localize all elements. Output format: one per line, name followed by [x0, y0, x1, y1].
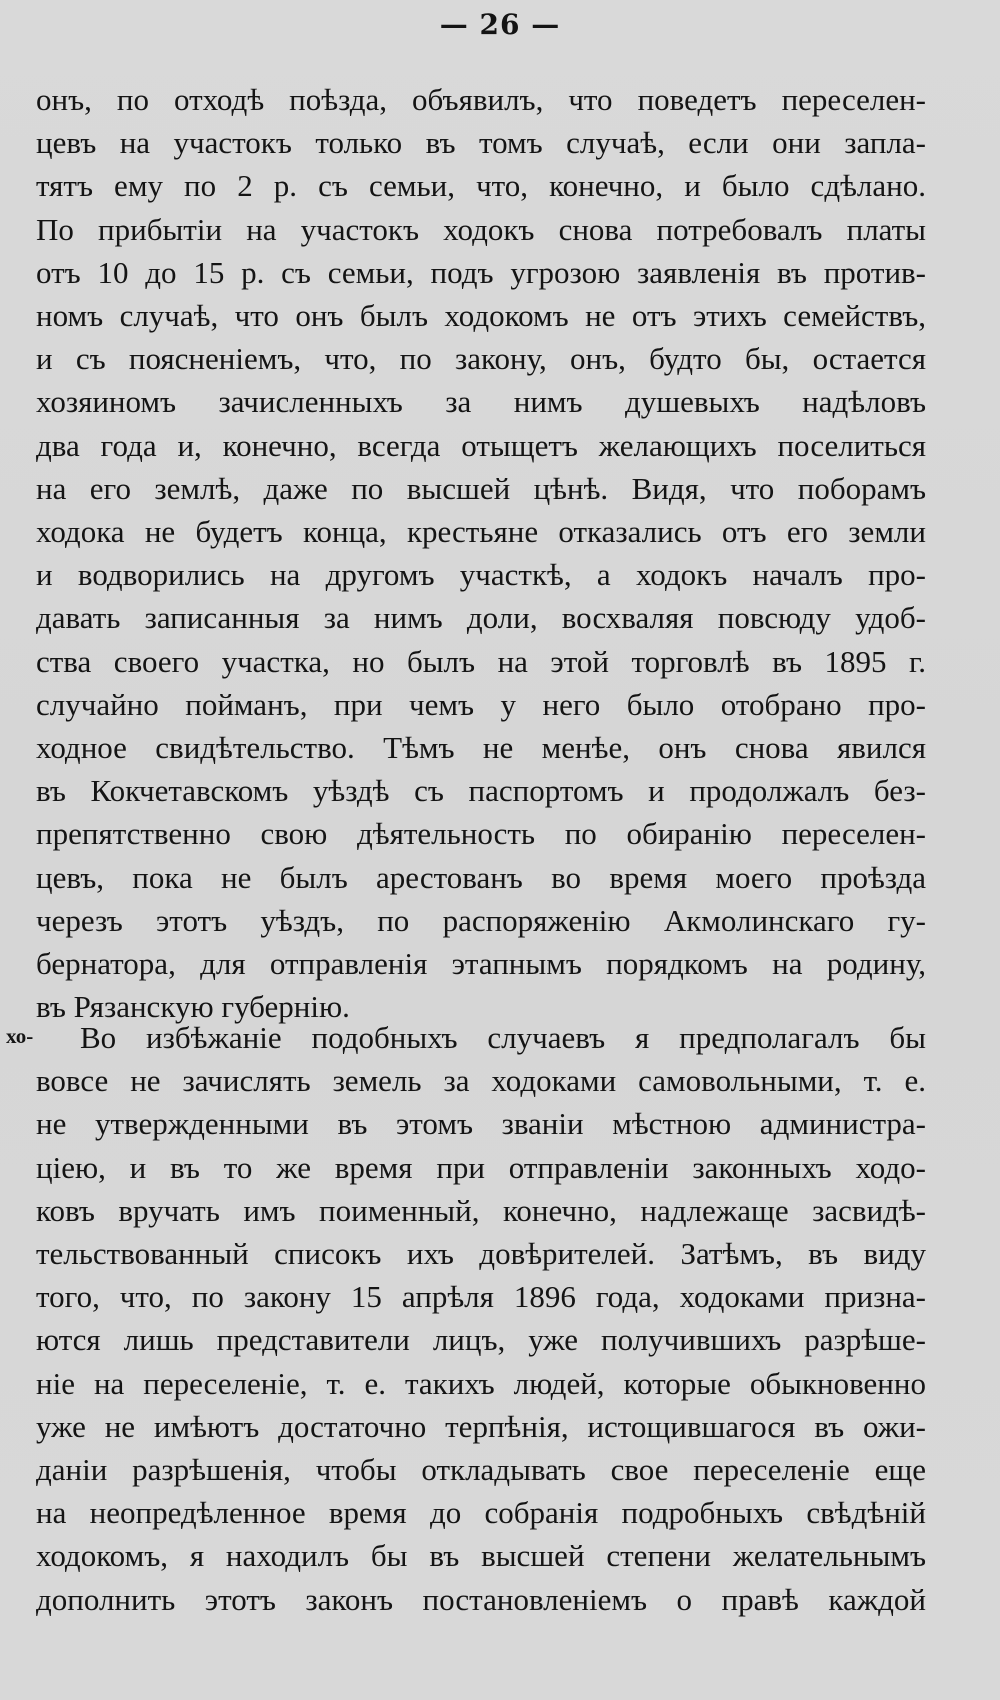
text-line: отъ 10 до 15 р. съ семьи, подъ угрозою заявленія въ против- [36, 254, 926, 290]
text-line: и съ поясненіемъ, что, по закону, онъ, будто бы, остается [36, 341, 926, 377]
page-number: — 26 — [439, 8, 561, 41]
text-line: и водворились на другомъ участкѣ, а ходокъ началъ про- [36, 557, 926, 593]
text-line: давать записанныя за нимъ доли, восхваляя повсюду удоб- [36, 600, 926, 636]
text-line: въ Рязанскую губернію. [36, 989, 350, 1025]
text-line: не утвержденными въ этомъ званіи мѣстною администра- [36, 1106, 926, 1142]
text-line: въ Кокчетавскомъ уѣздѣ съ паспортомъ и продолжалъ без- [36, 773, 926, 809]
text-line: ства своего участка, но былъ на этой торговлѣ въ 1895 г. [36, 643, 926, 679]
text-line: ходокомъ, я находилъ бы въ высшей степени желательнымъ [36, 1538, 926, 1574]
text-line: ходное свидѣтельство. Тѣмъ не менѣе, онъ снова явился [36, 730, 926, 766]
text-line: дополнить этотъ законъ постановленіемъ о правѣ каждой [36, 1581, 926, 1617]
text-line: бернатора, для отправленія этапнымъ порядкомъ на родину, [36, 946, 926, 982]
text-line: черезъ этотъ уѣздъ, по распоряженію Акмолинскаго гу- [36, 902, 926, 938]
text-line: хозяиномъ зачисленныхъ за нимъ душевыхъ надѣловъ [36, 384, 926, 420]
text-line: два года и, конечно, всегда отыщетъ желающихъ поселиться [36, 427, 926, 463]
text-line: ходока не будетъ конца, крестьяне отказались отъ его земли [36, 514, 926, 550]
text-line: Во избѣжаніе подобныхъ случаевъ я предполагалъ бы [80, 1020, 926, 1055]
text-line: на его землѣ, даже по высшей цѣнѣ. Видя, что поборамъ [36, 470, 926, 506]
paragraph-2 [36, 1016, 926, 1621]
text-line: ются лишь представители лицъ, уже получившихъ разрѣше- [36, 1322, 926, 1358]
text-line: онъ, по отходѣ поѣзда, объявилъ, что поведетъ переселен- [36, 82, 926, 117]
text-line: По прибытіи на участокъ ходокъ снова потребовалъ платы [36, 211, 926, 247]
margin-note: хо- [6, 1024, 34, 1048]
text-line: ніе на переселеніе, т. е. такихъ людей, которые обыкновенно [36, 1365, 926, 1401]
text-line: препятственно свою дѣятельность по обиранію переселен- [36, 816, 926, 852]
text-line: номъ случаѣ, что онъ былъ ходокомъ не отъ этихъ семействъ, [36, 298, 926, 334]
text-line: того, что, по закону 15 апрѣля 1896 года, ходоками призна- [36, 1279, 926, 1315]
text-line: тельствованный списокъ ихъ довѣрителей. Затѣмъ, въ виду [36, 1236, 926, 1272]
text-line: случайно пойманъ, при чемъ у него было отобрано про- [36, 686, 926, 722]
text-line: цевъ на участокъ только въ томъ случаѣ, если они запла- [36, 125, 926, 161]
text-line: уже не имѣютъ достаточно терпѣнія, истощившагося въ ожи- [36, 1408, 926, 1444]
text-line: цевъ, пока не былъ арестованъ во время моего проѣзда [36, 859, 926, 895]
text-line: ковъ вручать имъ поименный, конечно, надлежаще засвидѣ- [36, 1192, 926, 1228]
text-line: тятъ ему по 2 р. съ семьи, что, конечно, и было сдѣлано. [36, 168, 926, 204]
text-line: на неопредѣленное время до собранія подробныхъ свѣдѣній [36, 1495, 926, 1531]
text-line: ціею, и въ то же время при отправленіи законныхъ ходо- [36, 1149, 926, 1185]
text-line: вовсе не зачислять земель за ходоками самовольными, т. е. [36, 1063, 926, 1099]
text-line: даніи разрѣшенія, чтобы откладывать свое переселеніе еще [36, 1452, 926, 1488]
paragraph-1 [36, 78, 926, 1028]
